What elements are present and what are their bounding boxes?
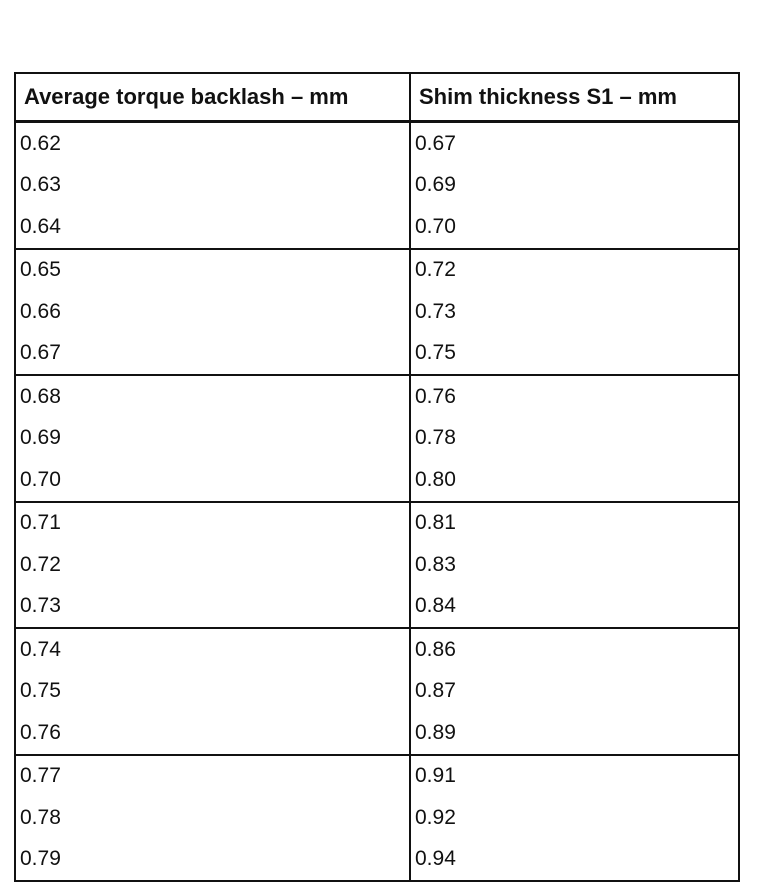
- backlash-value-cell: 0.64: [16, 206, 410, 249]
- shim-thickness-value-cell: 0.89: [410, 712, 738, 755]
- table-row: [16, 459, 738, 502]
- header-shim-thickness: Shim thickness S1 – mm: [410, 74, 738, 122]
- table-row: [16, 122, 738, 165]
- header-average-torque-backlash: Average torque backlash – mm: [16, 74, 410, 122]
- backlash-value-cell: 0.76: [16, 712, 410, 755]
- shim-selection-table: [16, 74, 738, 880]
- table-row: [16, 797, 738, 839]
- table-row: [16, 375, 738, 418]
- shim-thickness-value-cell: 0.86: [415, 637, 456, 661]
- table-row: [16, 333, 738, 376]
- backlash-value-cell: 0.63: [16, 165, 410, 207]
- shim-thickness-value-cell: 0.80: [410, 459, 738, 502]
- backlash-value-cell: 0.62: [16, 122, 410, 165]
- backlash-value-cell: 0.66: [16, 291, 410, 333]
- shim-thickness-value-cell: 0.67: [415, 131, 456, 155]
- table-row: [16, 418, 738, 460]
- table-row: [16, 755, 738, 798]
- backlash-value-cell: 0.74: [16, 628, 410, 671]
- shim-thickness-value-cell: 0.92: [415, 805, 456, 829]
- backlash-value-cell: 0.67: [16, 333, 410, 376]
- backlash-value-cell: 0.65: [16, 249, 410, 292]
- table-row: [16, 249, 738, 292]
- backlash-value-cell: 0.79: [16, 839, 410, 881]
- table-row: [16, 206, 738, 249]
- shim-thickness-value-cell: 0.73: [415, 299, 456, 323]
- backlash-value-cell: 0.73: [16, 586, 410, 629]
- table-row: [16, 839, 738, 881]
- shim-thickness-value-cell: 0.91: [415, 764, 456, 788]
- table-body: [16, 122, 738, 881]
- table-row: [16, 671, 738, 713]
- backlash-value-cell: 0.72: [16, 544, 410, 586]
- shim-thickness-value-cell: 0.84: [410, 586, 738, 629]
- table-row: [16, 544, 738, 586]
- shim-thickness-value-cell: 0.94: [415, 847, 456, 871]
- backlash-value-cell: 0.69: [16, 418, 410, 460]
- shim-thickness-value-cell: 0.76: [415, 384, 456, 408]
- backlash-value-cell: 0.77: [16, 755, 410, 798]
- shim-thickness-value-cell: 0.70: [410, 206, 738, 249]
- table-row: [16, 586, 738, 629]
- table-row: [16, 165, 738, 207]
- shim-thickness-value-cell: 0.87: [415, 679, 456, 703]
- table-row: [16, 712, 738, 755]
- backlash-value-cell: 0.68: [16, 375, 410, 418]
- shim-thickness-value-cell: 0.75: [410, 333, 738, 376]
- backlash-value-cell: 0.70: [16, 459, 410, 502]
- backlash-value-cell: 0.71: [16, 502, 410, 545]
- table-row: [16, 291, 738, 333]
- table-header-row: [16, 74, 738, 122]
- table-row: [16, 502, 738, 545]
- backlash-value-cell: 0.78: [16, 797, 410, 839]
- backlash-value-cell: 0.75: [16, 671, 410, 713]
- shim-thickness-value-cell: 0.81: [415, 511, 456, 535]
- shim-thickness-value-cell: 0.83: [415, 552, 456, 576]
- shim-thickness-value-cell: 0.69: [415, 173, 456, 197]
- shim-selection-table-frame: [14, 72, 740, 882]
- shim-thickness-value-cell: 0.72: [415, 258, 456, 282]
- table-row: [16, 628, 738, 671]
- shim-thickness-value-cell: 0.78: [415, 426, 456, 450]
